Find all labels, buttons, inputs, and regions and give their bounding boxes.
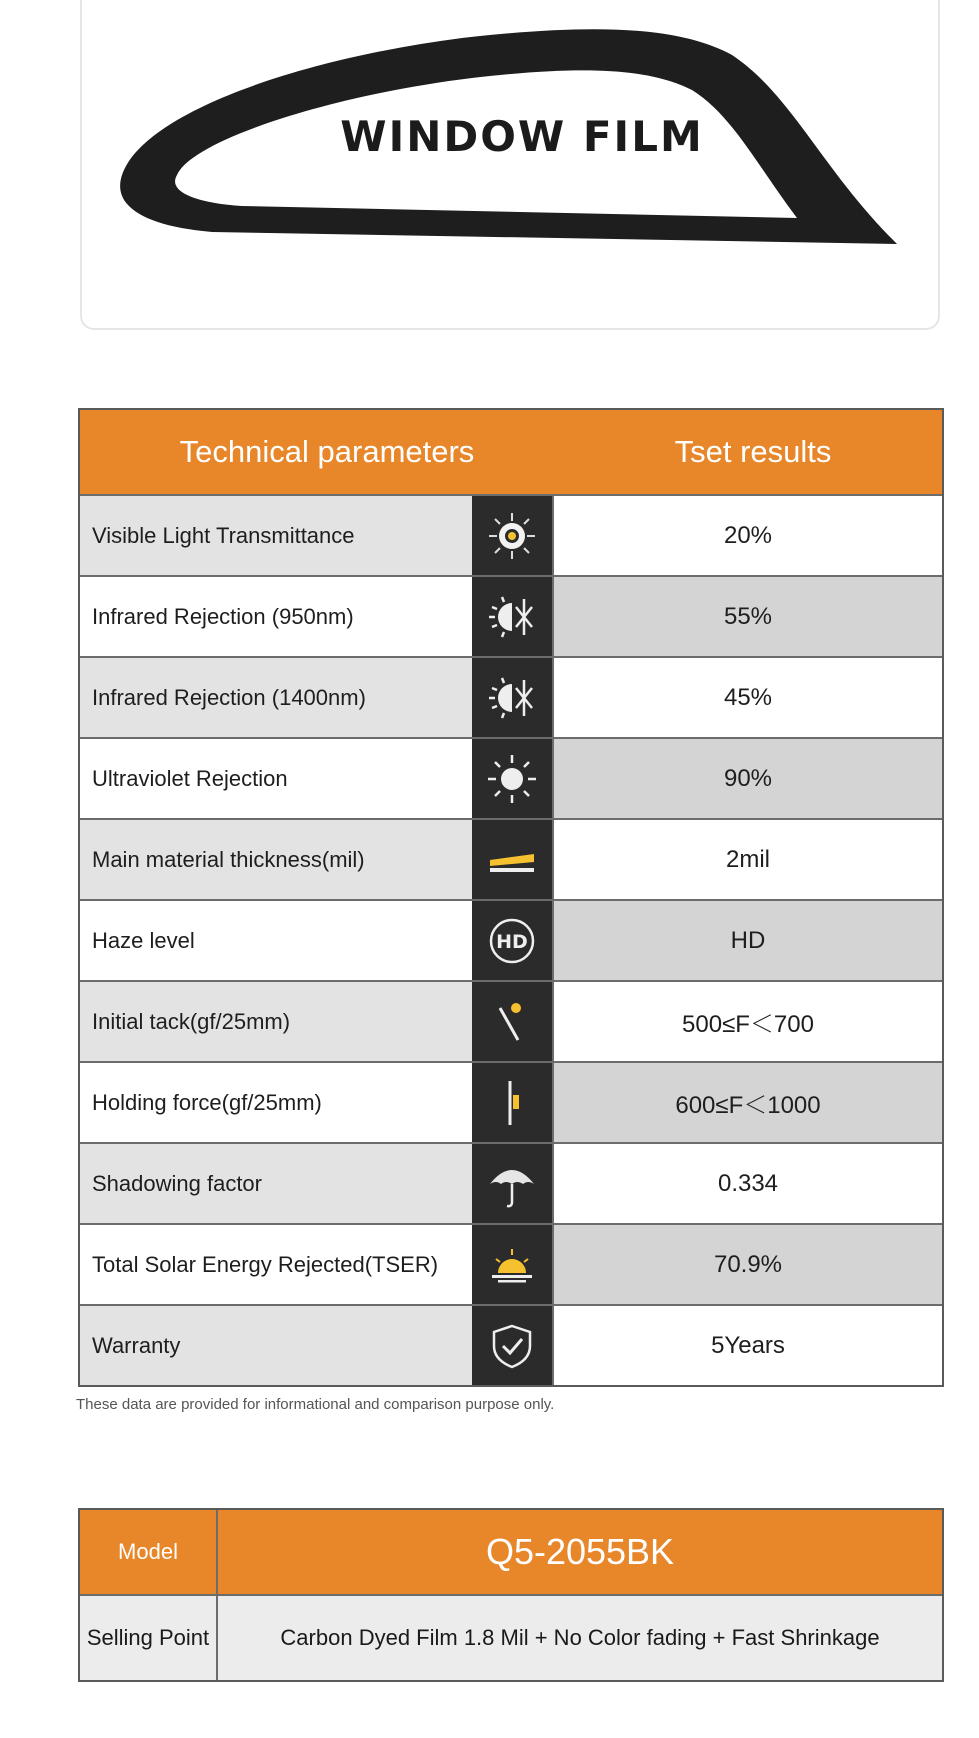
model-value: Q5-2055BK <box>485 1531 675 1572</box>
shield-check-icon <box>472 1306 552 1385</box>
parameter-label: Warranty <box>80 1306 472 1385</box>
parameter-label: Holding force(gf/25mm) <box>80 1063 472 1142</box>
table-row <box>80 575 942 656</box>
parameter-label: Haze level <box>80 901 472 980</box>
result-value: 70.9% <box>552 1225 942 1304</box>
spec-table-header <box>80 410 942 494</box>
parameter-label: Total Solar Energy Rejected(TSER) <box>80 1225 472 1304</box>
model-row <box>80 1510 942 1594</box>
model-table <box>78 1508 944 1682</box>
column-header-results: Tset results <box>674 434 832 469</box>
result-value: 5Years <box>552 1306 942 1385</box>
result-value: 500≤F＜700 <box>552 982 942 1061</box>
sun-snowflake-icon <box>472 658 552 737</box>
light-ring-icon <box>472 496 552 575</box>
result-value: 90% <box>552 739 942 818</box>
table-row <box>80 737 942 818</box>
parameter-label: Main material thickness(mil) <box>80 820 472 899</box>
table-row <box>80 1304 942 1385</box>
table-row <box>80 899 942 980</box>
table-row <box>80 656 942 737</box>
tack-icon <box>472 982 552 1061</box>
table-row <box>80 494 942 575</box>
result-value: 20% <box>552 496 942 575</box>
result-value: 600≤F＜1000 <box>552 1063 942 1142</box>
parameter-label: Ultraviolet Rejection <box>80 739 472 818</box>
window-shape-icon <box>82 0 942 330</box>
result-value: 45% <box>552 658 942 737</box>
parameter-label: Visible Light Transmittance <box>80 496 472 575</box>
result-value: 55% <box>552 577 942 656</box>
svg-text:HD: HD <box>496 930 528 953</box>
sun-icon <box>472 739 552 818</box>
result-value: HD <box>552 901 942 980</box>
table-row <box>80 1142 942 1223</box>
table-row <box>80 818 942 899</box>
selling-point-value: Carbon Dyed Film 1.8 Mil + No Color fading + Fast Shrinkage <box>280 1625 880 1650</box>
parameter-label: Shadowing factor <box>80 1144 472 1223</box>
table-row <box>80 1223 942 1304</box>
header-card <box>80 0 940 330</box>
thickness-icon <box>472 820 552 899</box>
table-row <box>80 980 942 1061</box>
spec-table <box>78 408 944 1387</box>
selling-point-row <box>80 1594 942 1680</box>
page-title: WINDOW FILM <box>340 112 704 161</box>
result-value: 0.334 <box>552 1144 942 1223</box>
holding-force-icon <box>472 1063 552 1142</box>
parameter-label: Infrared Rejection (950nm) <box>80 577 472 656</box>
selling-point-label: Selling Point <box>80 1596 218 1680</box>
sun-snowflake-icon <box>472 577 552 656</box>
parameter-label: Infrared Rejection (1400nm) <box>80 658 472 737</box>
hd-icon <box>472 901 552 980</box>
sunset-icon <box>472 1225 552 1304</box>
parameter-label: Initial tack(gf/25mm) <box>80 982 472 1061</box>
model-label: Model <box>80 1510 218 1594</box>
umbrella-icon <box>472 1144 552 1223</box>
column-header-parameters: Technical parameters <box>179 434 475 469</box>
table-row <box>80 1061 942 1142</box>
result-value: 2mil <box>552 820 942 899</box>
disclaimer-text: These data are provided for informational and comparison purpose only. <box>76 1396 555 1413</box>
